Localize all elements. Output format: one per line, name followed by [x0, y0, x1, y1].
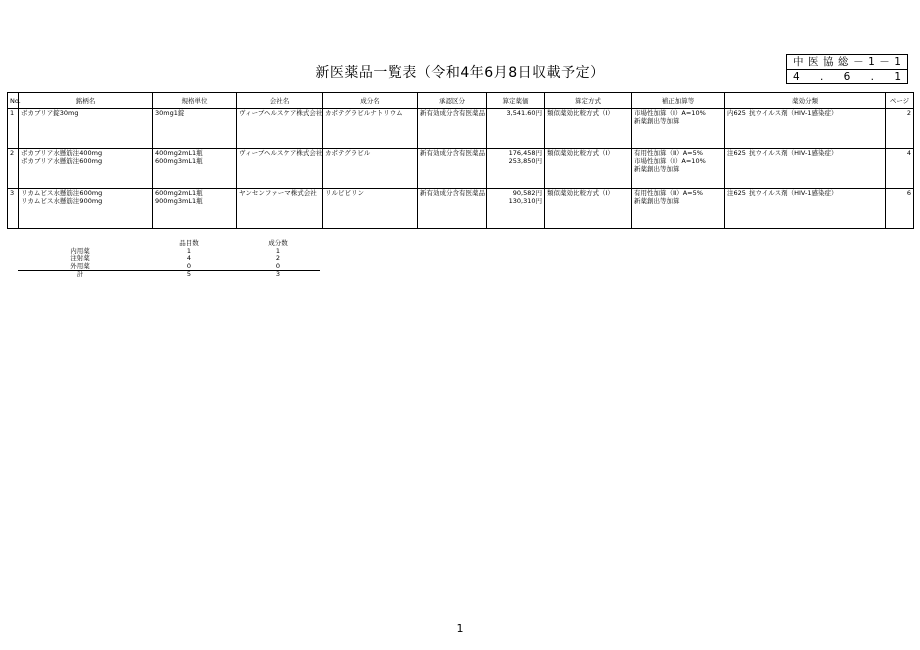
correction-item: 有用性加算（Ⅱ）A=5% [634, 149, 703, 157]
row-company: ヤンセンファーマ株式会社 [237, 189, 323, 229]
summary-header-items: 品目数 [179, 239, 199, 247]
row-no: 2 [8, 149, 19, 189]
unit-value: 30mg1錠 [155, 109, 185, 117]
summary-ingredients: 1 [275, 246, 281, 255]
unit-value: 600mg2mL1瓶 [155, 189, 203, 197]
summary-row [18, 255, 320, 263]
row-approval: 新有効成分含有医薬品 [418, 109, 487, 149]
header-approval: 承認区分 [418, 93, 487, 109]
row-no: 3 [8, 189, 19, 229]
row-method: 類似薬効比較方式（Ⅰ） [545, 189, 632, 229]
summary-total-row [18, 271, 320, 279]
correction-item: 有用性加算（Ⅱ）A=5% [634, 189, 703, 197]
row-unit [153, 109, 237, 149]
stamp-char: 1 [894, 56, 901, 68]
summary-items: 1 [186, 246, 192, 255]
correction-item: 新薬創出等加算 [634, 165, 680, 173]
brand-name: ボカブリア水懸筋注400mg [21, 149, 103, 157]
header-brand: 銘柄名 [19, 93, 153, 109]
summary-ingredients: 2 [275, 254, 281, 262]
table-header-row [8, 93, 914, 109]
brand-name: ボカブリア水懸筋注600mg [21, 157, 103, 165]
table-row [8, 189, 914, 229]
page-number: 1 [456, 622, 464, 635]
summary-label: 外用薬 [70, 261, 90, 270]
row-page: 6 [886, 189, 914, 229]
price-value: 176,458円 [508, 149, 542, 157]
row-price [487, 149, 545, 189]
stamp-char: 総 [838, 56, 849, 68]
price-value: 253,850円 [508, 157, 542, 165]
stamp-char: 4 [793, 71, 800, 83]
summary-label: 計 [18, 271, 142, 279]
brand-name: リカムビス水懸筋注900mg [21, 197, 103, 205]
effect-label: 抗ウイルス剤（HIV-1感染症） [749, 149, 838, 157]
stamp-char: 6 [843, 71, 851, 83]
brand-name: ボカブリア錠30mg [21, 109, 79, 117]
row-method: 類似薬効比較方式（Ⅰ） [545, 149, 632, 189]
unit-value: 900mg3mL1瓶 [155, 197, 203, 205]
stamp-row-code [787, 55, 907, 69]
row-price [487, 109, 545, 149]
correction-item: 新薬創出等加算 [634, 197, 680, 205]
header-page: ページ [886, 93, 914, 109]
row-company: ヴィーブヘルスケア株式会社 [237, 109, 323, 149]
stamp-char: － [879, 56, 890, 68]
header-price: 算定薬価 [487, 93, 545, 109]
stamp-char: . [870, 71, 874, 83]
correction-item: 市場性加算（Ⅰ）A=10% [634, 157, 706, 165]
correction-item: 市場性加算（Ⅰ）A=10% [634, 109, 706, 117]
effect-code: 注625 [727, 189, 746, 197]
header-method: 算定方式 [545, 93, 632, 109]
row-effect [725, 109, 886, 149]
price-value: 90,582円 [512, 189, 542, 197]
summary-row [18, 263, 320, 271]
effect-code: 内625 [727, 109, 746, 117]
stamp-char: 中 [793, 56, 804, 68]
summary-items: 5 [142, 271, 236, 279]
row-page: 2 [886, 109, 914, 149]
summary-table [18, 240, 320, 279]
row-company: ヴィーブヘルスケア株式会社 [237, 149, 323, 189]
table-row [8, 149, 914, 189]
header-unit: 規格単位 [153, 93, 237, 109]
stamp-char: 1 [868, 56, 875, 68]
row-effect [725, 149, 886, 189]
stamp-row-date [787, 69, 907, 84]
price-value: 130,310円 [508, 197, 542, 205]
row-method: 類似薬効比較方式（Ⅰ） [545, 109, 632, 149]
row-correction [632, 109, 725, 149]
row-brand [19, 109, 153, 149]
price-value: 3,541.60円 [506, 109, 542, 117]
header-ingredient: 成分名 [323, 93, 418, 109]
header-company: 会社名 [237, 93, 323, 109]
unit-value: 400mg2mL1瓶 [155, 149, 203, 157]
row-approval: 新有効成分含有医薬品 [418, 189, 487, 229]
committee-stamp [786, 54, 908, 84]
header-correction: 補正加算等 [632, 93, 725, 109]
unit-value: 600mg3mL1瓶 [155, 157, 203, 165]
summary-header-ingredients: 成分数 [268, 239, 288, 247]
row-correction [632, 189, 725, 229]
summary-label: 注射薬 [70, 254, 90, 262]
stamp-char: . [820, 71, 824, 83]
brand-name: リカムビス水懸筋注600mg [21, 189, 103, 197]
row-unit [153, 149, 237, 189]
row-approval: 新有効成分含有医薬品 [418, 149, 487, 189]
stamp-char: 協 [823, 56, 834, 68]
table-row [8, 109, 914, 149]
row-ingredient: カボテグラビルナトリウム [323, 109, 418, 149]
effect-label: 抗ウイルス剤（HIV-1感染症） [749, 189, 838, 197]
summary-items: 0 [186, 261, 192, 270]
row-ingredient: カボテグラビル [323, 149, 418, 189]
summary-ingredients: 0 [275, 261, 281, 270]
effect-label: 抗ウイルス剤（HIV-1感染症） [749, 109, 838, 117]
summary-header-row [18, 240, 320, 248]
row-ingredient: リルピビリン [323, 189, 418, 229]
stamp-char: － [853, 56, 864, 68]
row-effect [725, 189, 886, 229]
row-unit [153, 189, 237, 229]
row-brand [19, 189, 153, 229]
header-no: No. [8, 93, 19, 109]
document-title: 新医薬品一覧表（令和4年6月8日収載予定） [315, 65, 605, 81]
header-effect: 薬効分類 [725, 93, 886, 109]
summary-items: 4 [186, 254, 192, 262]
stamp-char: 医 [808, 56, 819, 68]
drug-list-table [7, 92, 914, 229]
summary-ingredients: 3 [236, 271, 320, 279]
row-no: 1 [8, 109, 19, 149]
effect-code: 注625 [727, 149, 746, 157]
row-price [487, 189, 545, 229]
row-page: 4 [886, 149, 914, 189]
row-correction [632, 149, 725, 189]
summary-label: 内用薬 [70, 246, 90, 255]
correction-item: 新薬創出等加算 [634, 117, 680, 125]
row-brand [19, 149, 153, 189]
stamp-char: 1 [894, 71, 901, 83]
summary-row [18, 248, 320, 256]
